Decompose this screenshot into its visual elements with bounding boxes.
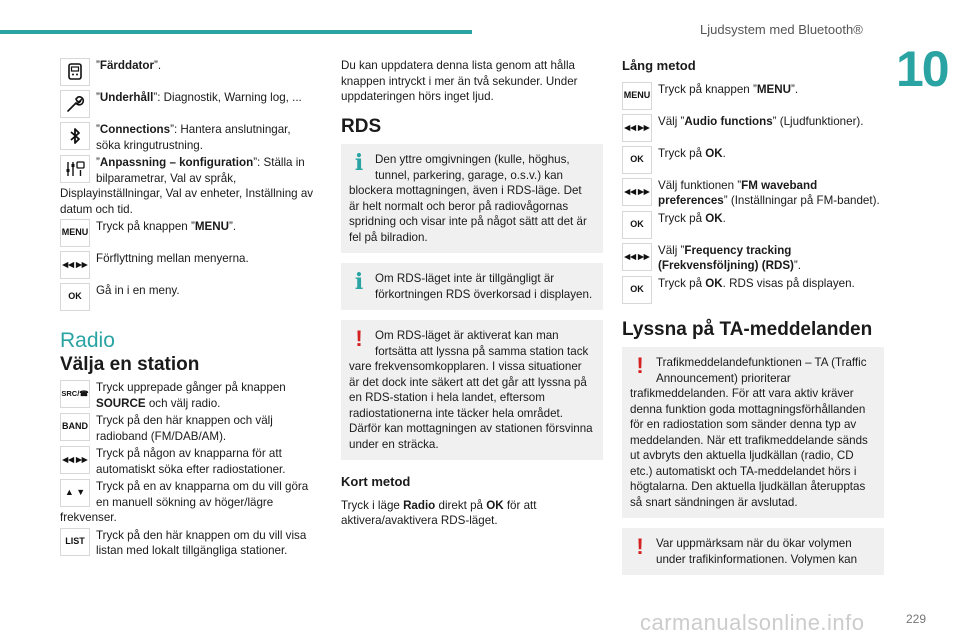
instruction-row <box>60 380 318 411</box>
settings-sliders-icon <box>60 155 90 183</box>
instruction-text: Tryck på en av knapparna om du vill göra en manuell sökning av höger/lägre frekvenser. <box>60 480 309 524</box>
section-heading-radio: Radio <box>60 329 115 352</box>
wrench-icon <box>60 90 90 118</box>
button-label: ◀◀ ▶▶ <box>624 122 650 132</box>
instruction-row <box>60 446 318 477</box>
ok-button-icon <box>622 146 652 174</box>
left-right-arrows-icon <box>60 446 90 474</box>
instruction-row <box>60 58 318 88</box>
instruction-text: Tryck på den här knappen om du vill visa listan med lokalt tillgängliga stationer. <box>96 528 307 557</box>
instruction-row <box>622 178 884 209</box>
button-label: ◀◀ ▶▶ <box>62 260 88 270</box>
note-text: Trafikmeddelandefunktionen – TA (Traffic Announcement) prioriterar trafikmeddelanden. För att vara aktiv kräver denna funktion goda mottagningsförhållanden för en radiostation som sänder denna typ av meddelanden. När ett trafikmeddelande sänds ut avbryts den aktuella ljudkällan (radio, CD etc.) automatiskt och TA-meddelandet hörs i högtalarna. Den aktuella ljudkällan återupptas så snart sändningen är avslutad. <box>630 356 868 509</box>
instruction-row <box>622 114 884 144</box>
note-text: Om RDS-läget inte är tillgängligt är förkortningen RDS överkorsad i displayen. <box>375 272 593 301</box>
menu-button-icon <box>60 219 90 247</box>
button-label: MENU <box>61 227 89 238</box>
info-icon: i <box>354 269 364 295</box>
instruction-text: Välj ”Frequency tracking (Frekvensföljning) (RDS)”. <box>658 243 802 272</box>
band-button-icon <box>60 413 90 441</box>
column-2 <box>341 58 603 535</box>
instruction-text: Välj ”Audio functions” (Ljudfunktioner). <box>658 114 864 128</box>
up-down-arrows-icon <box>60 479 90 507</box>
page-number: 229 <box>906 612 927 626</box>
warning-note <box>622 347 884 518</box>
menu-button-icon <box>622 82 652 110</box>
heading-long-method: Lång metod <box>622 58 696 73</box>
instruction-row <box>622 146 884 176</box>
note-text: Om RDS-läget är aktiverat kan man fortsätta att lyssna på samma station tack vare frekvensomkopplaren. I vissa situationer är det dock inte säkert att det går att lyssna på en RDS-station i hela landet, eftersom radiostationerna inte täcker hela området. Därför kan mottagningen av stationen försvinna under en sträcka. <box>349 329 593 451</box>
instruction-text: ”Färddator”. <box>96 59 162 72</box>
left-right-arrows-icon <box>622 178 652 206</box>
button-label: ▲ ▼ <box>64 487 86 498</box>
instruction-text: Tryck på OK. RDS visas på displayen. <box>658 276 855 290</box>
instruction-text: Välj funktionen ”FM waveband preferences” (Inställningar på FM-bandet). <box>658 178 880 207</box>
button-label: ◀◀ ▶▶ <box>624 251 650 261</box>
left-right-arrows-icon <box>622 114 652 142</box>
info-note <box>341 263 603 310</box>
instruction-text: Tryck på knappen ”MENU”. <box>96 220 237 233</box>
info-icon: i <box>354 150 364 176</box>
trip-computer-icon <box>60 58 90 86</box>
instruction-text: ”Underhåll”: Diagnostik, Warning log, ... <box>96 91 302 104</box>
instruction-row <box>622 211 884 241</box>
instruction-row <box>60 413 318 444</box>
button-label: OK <box>630 283 644 294</box>
source-button-icon <box>60 380 90 408</box>
list-update-text: Du kan uppdatera denna lista genom att hålla knappen intryckt i mer än två sekunder. Under uppdateringen hörs inget ljud. <box>341 59 578 103</box>
heading-ta-messages: Lyssna på TA-meddelanden <box>622 318 873 340</box>
info-note <box>341 144 603 253</box>
button-label: OK <box>68 291 82 302</box>
instruction-row <box>622 243 884 274</box>
ok-button-icon <box>622 276 652 304</box>
left-right-arrows-icon <box>622 243 652 271</box>
ok-button-icon <box>622 211 652 239</box>
instruction-text: ”Anpassning – konfiguration”: Ställa in bilparametrar, Val av språk, Displayinställningar, Val av enheter, Inställning av datum och tid. <box>60 156 314 216</box>
heading-short-method: Kort metod <box>341 474 411 489</box>
chapter-number: 10 <box>896 41 948 97</box>
header-title: Ljudsystem med Bluetooth® <box>700 22 863 37</box>
column-1 <box>60 58 318 561</box>
header-accent-bar <box>0 30 472 34</box>
instruction-row <box>60 479 318 526</box>
instruction-row <box>622 82 884 112</box>
button-label: ◀◀ ▶▶ <box>62 455 88 465</box>
instruction-text: Tryck på OK. <box>658 211 726 225</box>
instruction-row <box>60 122 318 153</box>
instruction-text: Tryck upprepade gånger på knappen SOURCE och välj radio. <box>96 381 286 410</box>
instruction-row <box>60 283 318 313</box>
button-label: SRC/☎ <box>61 389 89 399</box>
left-right-arrows-icon <box>60 251 90 279</box>
bluetooth-icon <box>60 122 90 150</box>
warning-note <box>341 320 603 460</box>
note-text: Den yttre omgivningen (kulle, höghus, tunnel, parkering, garage, o.s.v.) kan blockera mottagningen, även i RDS-läge. Det är helt normalt och beror på radiovågornas spridning och visar inte på något sätt att det är fel på bilradion. <box>349 153 587 244</box>
instruction-text: Tryck på OK. <box>658 146 726 160</box>
instruction-row <box>60 219 318 249</box>
list-button-icon <box>60 528 90 556</box>
instruction-text: ”Connections”: Hantera anslutningar, söka kringutrustning. <box>96 123 291 152</box>
warning-note <box>622 528 884 575</box>
button-label: LIST <box>65 535 85 546</box>
button-label: ◀◀ ▶▶ <box>624 186 650 196</box>
instruction-text: Tryck på knappen ”MENU”. <box>658 82 799 96</box>
ok-button-icon <box>60 283 90 311</box>
button-label: BAND <box>62 421 88 432</box>
short-method-text: Tryck i läge Radio direkt på OK för att aktivera/avaktivera RDS-läget. <box>341 498 537 527</box>
instruction-row <box>60 528 318 559</box>
instruction-text: Tryck på någon av knapparna för att automatiskt söka efter radiostationer. <box>96 447 286 476</box>
instruction-text: Förflyttning mellan menyerna. <box>96 252 249 265</box>
column-3 <box>622 58 884 585</box>
warning-icon: ! <box>355 326 363 351</box>
instruction-text: Gå in i en meny. <box>96 284 180 297</box>
heading-rds: RDS <box>341 115 382 137</box>
warning-icon: ! <box>636 353 644 378</box>
button-label: OK <box>630 218 644 229</box>
heading-select-station: Välja en station <box>60 353 200 375</box>
instruction-row <box>622 276 884 306</box>
instruction-row <box>60 251 318 281</box>
button-label: OK <box>630 153 644 164</box>
warning-icon: ! <box>636 534 644 559</box>
instruction-row <box>60 155 318 217</box>
button-label: MENU <box>623 89 651 100</box>
instruction-text: Tryck på den här knappen och välj radioband (FM/DAB/AM). <box>96 414 273 443</box>
note-text: Var uppmärksam när du ökar volymen under trafikinformationen. Volymen kan <box>656 537 858 566</box>
watermark: carmanualsonline.info <box>640 610 865 635</box>
instruction-row <box>60 90 318 120</box>
